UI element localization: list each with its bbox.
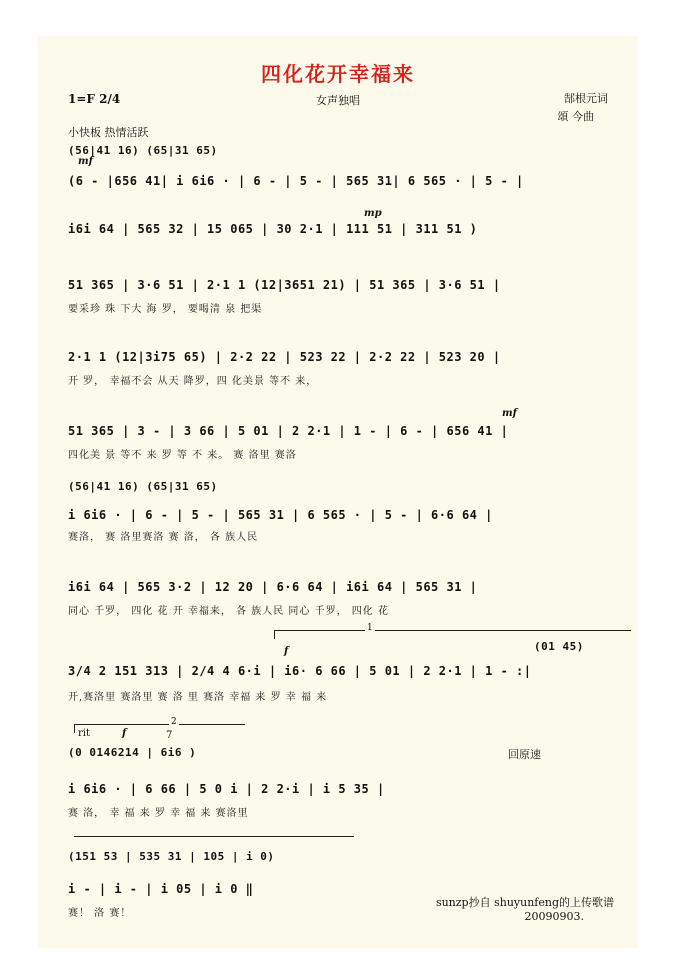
- song-title: 四化花开幸福来: [261, 62, 415, 86]
- transcription-credit: sunzp抄自 shuyunfeng的上传歌谱: [435, 896, 614, 909]
- score-sheet: [38, 36, 638, 948]
- lyrics-line: 同心 千罗， 四化 花 开 幸福来， 各 族人民 同心 千罗， 四化 花: [68, 606, 389, 617]
- dynamic-f: f: [122, 728, 127, 739]
- notation-line: 3/4 2 151 313 | 2/4 4 6·i | i6· 6 66 | 5 01 | 2 2·1 | 1 - :|: [68, 664, 532, 678]
- dynamic-mf: mf: [78, 156, 93, 167]
- notation-line: (6 - |656 41| i 6i6 · | 6 - | 5 - | 565 31| 6 565 · | 5 - |: [68, 174, 524, 188]
- tuplet-number: 7: [166, 730, 173, 741]
- performance-note: 女声独唱: [316, 94, 360, 107]
- dynamic-f: f: [284, 646, 289, 657]
- return-tempo-mark: 回原速: [508, 748, 541, 761]
- notation-line: 2·1 1 (12|3i75 65) | 2·2 22 | 523 22 | 2·2 22 | 523 20 |: [68, 350, 501, 364]
- key-signature: 1=F 2/4: [68, 92, 121, 106]
- volta-bracket-1: [274, 623, 631, 639]
- lyrics-line: 赛 洛， 幸 福 来 罗 幸 福 来 赛洛里: [68, 808, 249, 819]
- tempo-marking: 小快板 热情活跃: [68, 126, 149, 139]
- composer-credit: 頌 今曲: [557, 110, 594, 123]
- dynamic-mf: mf: [502, 408, 517, 419]
- volta-bracket-2: [74, 717, 245, 733]
- notation-line: i - | i - | i 05 | i 0 ‖: [68, 882, 254, 896]
- accompaniment-line: (56|41 16) (65|31 65): [68, 144, 218, 157]
- accompaniment-line: (56|41 16) (65|31 65): [68, 480, 218, 493]
- notation-line: i6i 64 | 565 3·2 | 12 20 | 6·6 64 | i6i 64 | 565 31 |: [68, 580, 478, 594]
- lyrics-line: 开,赛洛里 赛洛里 赛 洛 里 赛洛 幸福 来 罗 幸 福 来: [68, 692, 328, 703]
- volta-number: 1: [367, 623, 373, 633]
- accompaniment-line: (0 0146214 | 6i6 ): [68, 746, 197, 759]
- ritardando-mark: rit: [78, 728, 90, 739]
- notation-line: i 6i6 · | 6 - | 5 - | 565 31 | 6 565 · | 5 - | 6·6 64 |: [68, 508, 493, 522]
- accompaniment-line: (151 53 | 535 31 | 105 | i 0): [68, 850, 275, 863]
- lyrics-line: 赛！ 洛 赛！: [68, 908, 132, 919]
- notation-line: 51 365 | 3·6 51 | 2·1 1 (12|3651 21) | 51 365 | 3·6 51 |: [68, 278, 501, 292]
- notation-line: i6i 64 | 565 32 | 15 065 | 30 2·1 | 111 51 | 311 51 ): [68, 222, 478, 236]
- volta-number: 2: [171, 717, 177, 727]
- lyrics-line: 要采珍 珠 下大 海 罗， 要喝清 泉 把渠: [68, 304, 263, 315]
- lyrics-line: 开 罗， 幸福不会 从天 降罗，四 化美景 等不 来，: [68, 376, 318, 387]
- coda-bracket: [74, 836, 354, 845]
- lyrics-line: 四化美 景 等不 来 罗 等 不 来。 赛 洛里 赛洛: [68, 450, 297, 461]
- lyricist-credit: 郜根元词: [564, 92, 608, 105]
- lyrics-line: 赛洛， 赛 洛里赛洛 赛 洛， 各 族人民: [68, 532, 259, 543]
- transcription-date: 20090903.: [524, 910, 584, 923]
- notation-line: i 6i6 · | 6 66 | 5 0 i | 2 2·i | i 5 35 |: [68, 782, 385, 796]
- notation-line: 51 365 | 3 - | 3 66 | 5 01 | 2 2·1 | 1 - | 6 - | 656 41 |: [68, 424, 509, 438]
- dynamic-mp: mp: [364, 208, 382, 219]
- accompaniment-line: (01 45): [534, 640, 584, 653]
